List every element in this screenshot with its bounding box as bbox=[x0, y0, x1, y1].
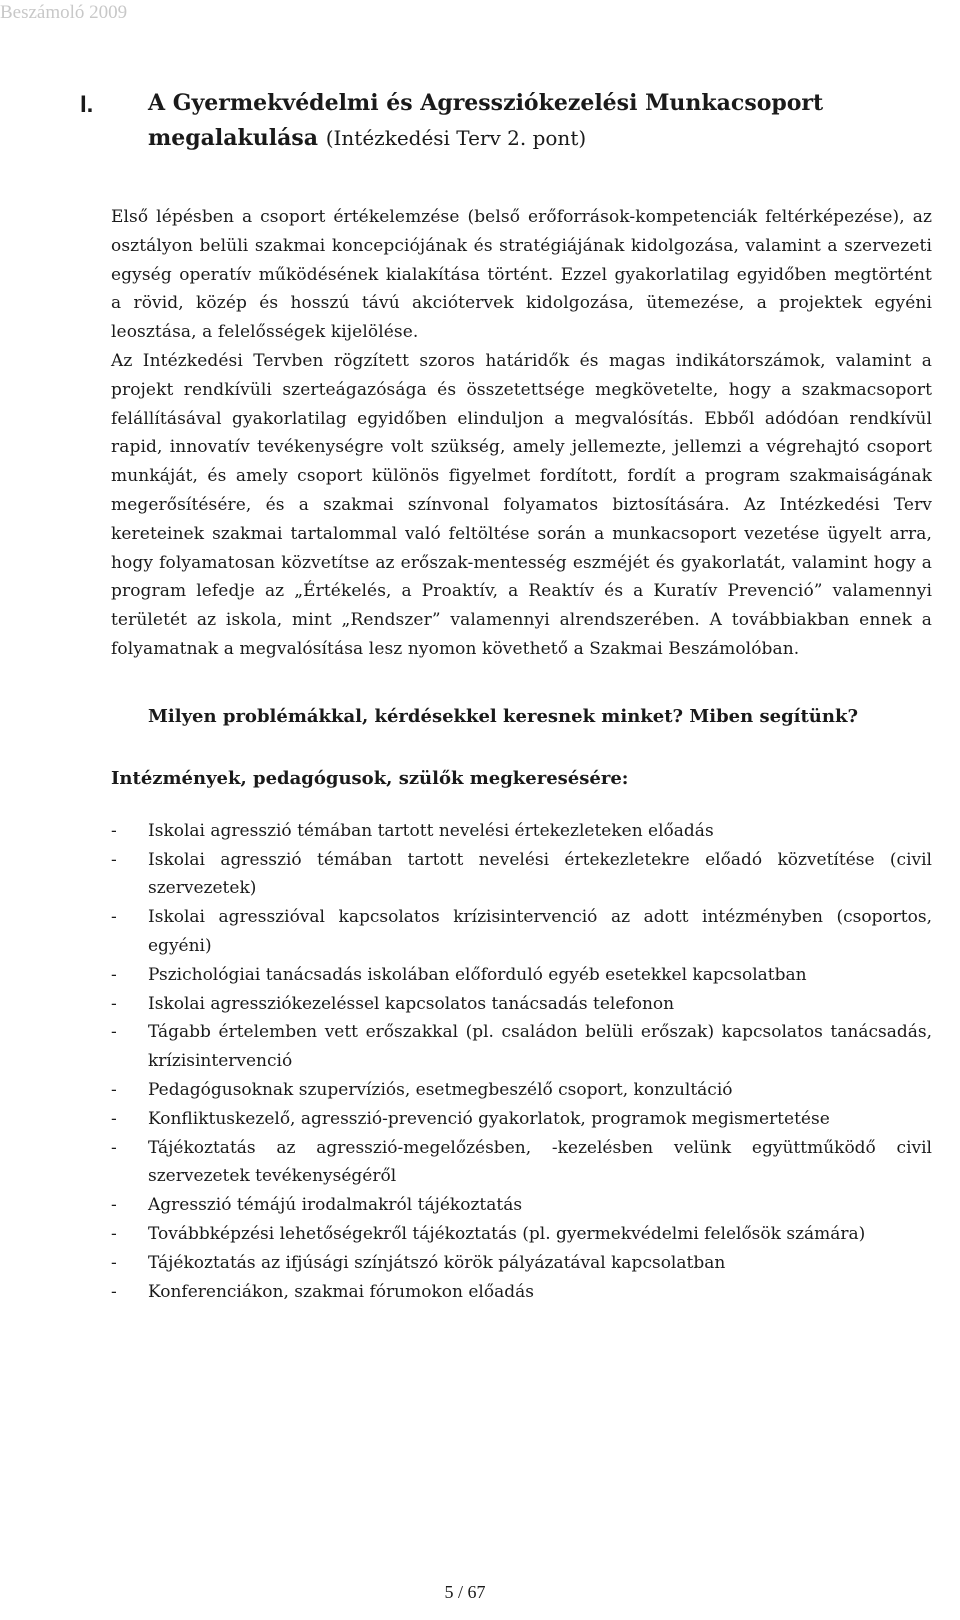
list-item bbox=[111, 1278, 932, 1307]
list-item bbox=[111, 961, 932, 990]
list-item bbox=[111, 817, 932, 846]
list-bullet-dash: - bbox=[111, 1022, 117, 1043]
list-item-text: Konfliktuskezelő, agresszió-prevenció gyakorlatok, programok megismertetése bbox=[148, 1108, 830, 1129]
list-bullet-dash: - bbox=[111, 993, 117, 1014]
list-item bbox=[111, 846, 932, 904]
list-item-text: Tájékoztatás az agresszió-megelőzésben, -kezelésben velünk együttműködő civil szervezetek tevékenységéről bbox=[148, 1137, 932, 1187]
list-bullet-dash: - bbox=[111, 1281, 117, 1302]
list-bullet-dash: - bbox=[111, 1079, 117, 1100]
list-item bbox=[111, 990, 932, 1019]
list-bullet-dash: - bbox=[111, 1137, 117, 1158]
document-page bbox=[80, 86, 932, 1306]
chapter-title-reference: (Intézkedési Terv 2. pont) bbox=[325, 126, 587, 150]
list-item-text: Iskolai agresszióval kapcsolatos krízisintervenció az adott intézményben (csoportos, egyéni) bbox=[148, 907, 932, 956]
list-bullet-dash: - bbox=[111, 907, 117, 928]
list-item bbox=[111, 1191, 932, 1220]
list-item-text: Agresszió témájú irodalmakról tájékoztatás bbox=[148, 1195, 523, 1216]
chapter-number: I. bbox=[80, 91, 94, 118]
list-bullet-dash: - bbox=[111, 1108, 117, 1129]
list-item-text: Pedagógusoknak szupervíziós, esetmegbeszélő csoport, konzultáció bbox=[148, 1079, 733, 1100]
service-list bbox=[111, 817, 932, 1307]
list-item-text: Tájékoztatás az ifjúsági színjátszó körök pályázatával kapcsolatban bbox=[148, 1252, 726, 1273]
list-item bbox=[111, 1076, 932, 1105]
list-bullet-dash: - bbox=[111, 849, 117, 870]
list-item-text: Pszichológiai tanácsadás iskolában előforduló egyéb esetekkel kapcsolatban bbox=[148, 964, 807, 985]
list-item bbox=[111, 903, 932, 961]
list-bullet-dash: - bbox=[111, 1252, 117, 1273]
list-item-text: Tágabb értelemben vett erőszakkal (pl. családon belüli erőszak) kapcsolatos tanácsadás, krízisintervenció bbox=[148, 1022, 932, 1072]
paragraph-2: Az Intézkedési Tervben rögzített szoros határidők és magas indikátorszámok, valamint a projekt rendkívüli szerteágazósága és összetettsége megkövetelte, hogy a szakmacsoport felállításával gyakorlatilag egyidőben elinduljon a megvalósítás. Ebből adódóan rendkívül rapid, innovatív tevékenységre volt szükség, amely jellemezte, jellemzi a végrehajtó csoport munkáját, és amely csoport különös figyelmet fordított, fordít a program szakmaiságának megerősítésére, és a szakmai színvonal folyamatos biztosítására. Az Intézkedési Terv kereteinek szakmai tartalommal való feltöltése során a munkacsoport vezetése ügyelt arra, hogy folyamatosan közvetítse az erőszak-mentesség eszméjét és gyakorlatát, valamint hogy a program lefedje az „Értékelés, a Proaktív, a Reaktív és a Kuratív Prevenció” valamennyi területét az iskola, mint „Rendszer” valamennyi alrendszerében. A továbbiakban ennek a folyamatnak a megvalósítása lesz nyomon követhető a Szakmai Beszámolóban. bbox=[111, 350, 932, 659]
running-header: Beszámoló 2009 bbox=[0, 2, 128, 23]
paragraph-1: Első lépésben a csoport értékelemzése (belső erőforrások-kompetenciák feltérképezése), az osztályon belüli szakmai koncepciójának és stratégiájának kidolgozása, valamint a szervezeti egység operatív működésének kialakítása történt. Ezzel gyakorlatilag egyidőben megtörtént a rövid, közép és hosszú távú akciótervek kidolgozása, ütemezése, a projektek egyéni leosztása, a felelősségek kijelölése. bbox=[111, 207, 932, 343]
list-bullet-dash: - bbox=[111, 1195, 117, 1216]
list-item-text: Konferenciákon, szakmai fórumokon előadás bbox=[148, 1281, 534, 1302]
list-item-text: Iskolai agresszió témában tartott nevelési értekezleteken előadás bbox=[148, 820, 714, 841]
list-bullet-dash: - bbox=[111, 964, 117, 985]
chapter-heading bbox=[80, 86, 932, 156]
list-item bbox=[111, 1220, 932, 1249]
list-bullet-dash: - bbox=[111, 820, 117, 841]
list-item-text: Iskolai agresszió témában tartott nevelési értekezletekre előadó közvetítése (civil szervezetek) bbox=[148, 849, 932, 899]
list-item bbox=[111, 1018, 932, 1076]
intro-text bbox=[111, 203, 932, 664]
list-item-text: Továbbképzési lehetőségekről tájékoztatás (pl. gyermekvédelmi felelősök számára) bbox=[148, 1223, 866, 1244]
chapter-title bbox=[148, 86, 932, 156]
section-heading: Intézmények, pedagógusok, szülők megkeresésére: bbox=[111, 767, 629, 789]
chapter-title-text: A Gyermekvédelmi és Agressziókezelési Munkacsoport megalakulása bbox=[148, 90, 824, 151]
list-item bbox=[111, 1105, 932, 1134]
list-item-text: Iskolai agressziókezeléssel kapcsolatos tanácsadás telefonon bbox=[148, 993, 675, 1014]
list-bullet-dash: - bbox=[111, 1223, 117, 1244]
list-item bbox=[111, 1249, 932, 1278]
page-number: 5 / 67 bbox=[444, 1582, 486, 1602]
question-heading: Milyen problémákkal, kérdésekkel keresnek minket? Miben segítünk? bbox=[148, 705, 858, 727]
list-item bbox=[111, 1134, 932, 1192]
